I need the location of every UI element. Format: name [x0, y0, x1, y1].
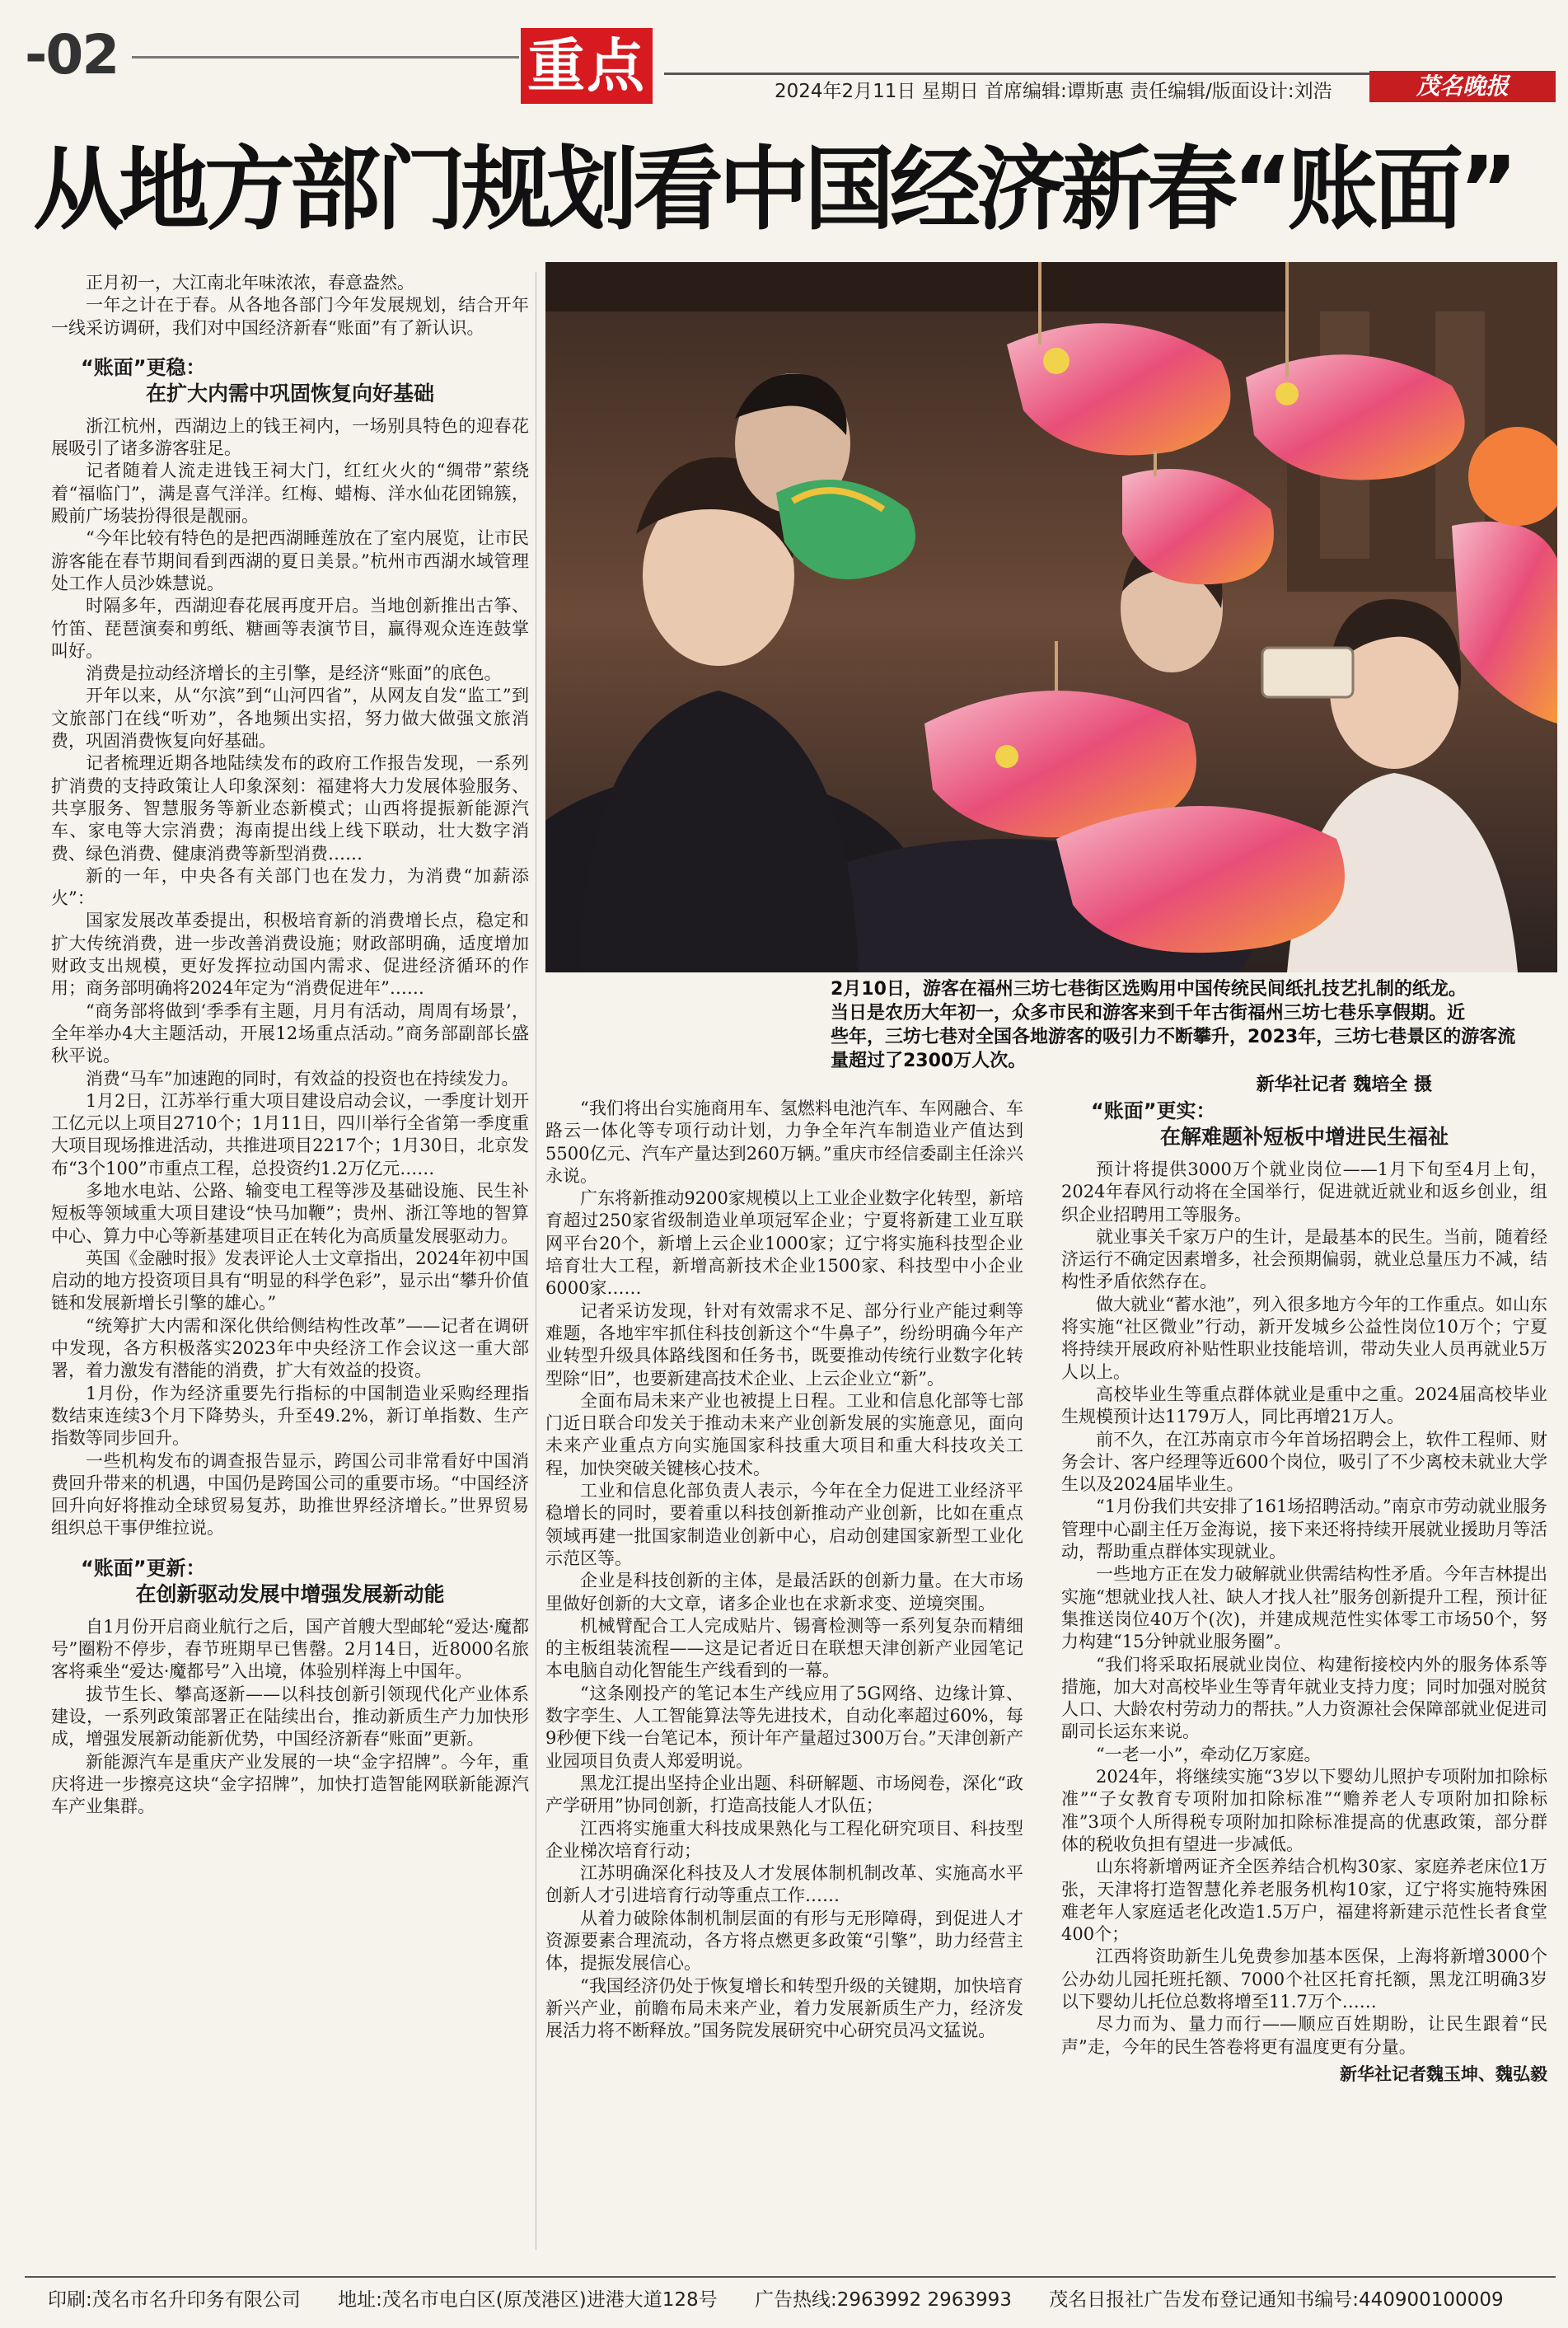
body-paragraph: 记者采访发现，针对有效需求不足、部分行业产能过剩等难题，各地牢牢抓住科技创新这个“牛鼻子”，纷纷明确今年产业转型升级具体路线图和任务书，既要推动传统行业数字化转型除“旧”，也要新建高技术企业、上云企业立“新”。: [545, 1300, 1023, 1389]
body-paragraph: 时隔多年，西湖迎春花展再度开启。当地创新推出古筝、竹笛、琵琶演奏和剪纸、糖画等表演节目，赢得观众连连鼓掌叫好。: [51, 596, 529, 661]
body-paragraph: “我国经济仍处于恢复增长和转型升级的关键期，加快培育新兴产业，前瞻布局未来产业，着力发展新质生产力，经济发展活力将不断释放。”国务院发展研究中心研究员冯文猛说。: [545, 1975, 1023, 2041]
header-info: 2024年2月11日 星期日 首席编辑:谭斯惠 责任编辑/版面设计:刘浩: [775, 81, 1332, 102]
body-paragraph: 消费是拉动经济增长的主引擎，是经济“账面”的底色。: [86, 663, 502, 684]
section-heading-2-title: 在创新驱动发展中增强发展新动能: [135, 1581, 445, 1606]
caption-line: 当日是农历大年初一，众多市民和游客来到千年古街福州三坊七巷乐享假期。近: [831, 1003, 1466, 1023]
body-paragraph: 开年以来，从“尔滨”到“山河四省”，从网友自发“监工”到文旅部门在线“听劝”，各地频出实招，努力做大做强文旅消费，巩固消费恢复向好基础。: [51, 686, 529, 752]
body-paragraph: “今年比较有特色的是把西湖睡莲放在了室内展览，让市民游客能在春节期间看到西湖的夏日美景。”杭州市西湖水域管理处工作人员沙姝慧说。: [51, 528, 529, 593]
section-heading-2: [51, 1555, 529, 1608]
body-paragraph: 高校毕业生等重点群体就业是重中之重。2024届高校毕业生规模预计达1179万人，同比再增21万人。: [1061, 1384, 1547, 1427]
body-paragraph: “统筹扩大内需和深化供给侧结构性改革”——记者在调研中发现，各方积极落实2023年中央经济工作会议这一重大部署，着力激发有潜能的消费，扩大有效益的投资。: [51, 1315, 529, 1381]
caption-line: 些年，三坊七巷对全国各地游客的吸引力不断攀升，2023年，三坊七巷景区的游客流: [831, 1027, 1516, 1047]
body-paragraph: 拔节生长、攀高逐新——以科技创新引领现代化产业体系建设，一系列政策部署正在陆续出台，推动新质生产力加快形成，增强发展新动能新优势，中国经济新春“账面”更新。: [51, 1684, 529, 1750]
body-paragraph: 山东将新增两证齐全医养结合机构30家、家庭养老床位1万张，天津将打造智慧化养老服务机构10家，辽宁将实施特殊困难老年人家庭适老化改造1.5万户，福建将新建示范性长者食堂400个；: [1061, 1857, 1547, 1945]
body-paragraph: 多地水电站、公路、输变电工程等涉及基础设施、民生补短板等领域重大项目建设“快马加鞭”；贵州、浙江等地的智算中心、算力中心等新基建项目正在转化为高质量发展驱动力。: [51, 1180, 529, 1246]
body-paragraph: 做大就业“蓄水池”，列入很多地方今年的工作重点。如山东将实施“社区微业”行动，新开发城乡公益性岗位10万个；宁夏将持续开展政府补贴性职业技能培训，带动失业人员再就业5万人以上。: [1061, 1294, 1547, 1382]
section-heading-3-title: 在解难题补短板中增进民生福祉: [1159, 1125, 1449, 1149]
news-photo: [545, 262, 1557, 972]
body-paragraph: 江苏明确深化科技及人才发展体制机制改革、实施高水平创新人才引进培育行动等重点工作……: [545, 1863, 1023, 1906]
photo-credit: 新华社记者 魏培全 摄: [1256, 1075, 1432, 1095]
body-paragraph: 前不久，在江苏南京市今年首场招聘会上，软件工程师、财务会计、客户经理等近600个岗位，吸引了不少离校未就业大学生以及2024届毕业生。: [1061, 1429, 1547, 1495]
footer-ad-hotline: 广告热线:2963992 2963993: [754, 2289, 1012, 2311]
body-paragraph: 黑龙江提出坚持企业出题、科研解题、市场阅卷，深化“政产学研用”协同创新，打造高技能人才队伍；: [545, 1773, 1023, 1816]
body-paragraph: 记者随着人流走进钱王祠大门，红红火火的“绸带”萦绕着“福临门”，满是喜气洋洋。红梅、蜡梅、洋水仙花团锦簇，殿前广场装扮得很是靓丽。: [51, 461, 529, 527]
section-heading-1: [51, 354, 529, 407]
body-paragraph: 企业是科技创新的主体，是最活跃的创新力量。在大市场里做好创新的大文章，诸多企业也在求新求变、逆境突围。: [545, 1571, 1023, 1614]
body-paragraph: 预计将提供3000万个就业岗位——1月下旬至4月上旬，2024年春风行动将在全国举行，促进就近就业和返乡创业，组织企业招聘用工等服务。: [1061, 1159, 1547, 1225]
newspaper-logo: 茂名晚报: [1369, 71, 1556, 102]
body-paragraph: 工业和信息化部负责人表示，今年在全力促进工业经济平稳增长的同时，要着重以科技创新推动产业创新，比如在重点领域再建一批国家制造业创新中心，启动创建国家新型工业化示范区等。: [545, 1481, 1023, 1568]
footer-license: 茂名日报社广告发布登记通知书编号:440900100009: [1049, 2289, 1504, 2311]
body-paragraph: “我们将采取拓展就业岗位、构建衔接校内外的服务体系等措施，加大对高校毕业生等青年就业支持力度；同时加强对脱贫人口、大龄农村劳动力的帮扶。”人力资源社会保障部就业促进司副司长运东来说。: [1061, 1654, 1547, 1742]
body-paragraph: 机械臂配合工人完成贴片、锡膏检测等一系列复杂而精细的主板组装流程——这是记者近日在联想天津创新产业园笔记本电脑自动化智能生产线看到的一幕。: [545, 1615, 1023, 1681]
article-column-2: [545, 1098, 1023, 2260]
section-heading-1-title: 在扩大内需中巩固恢复向好基础: [145, 381, 434, 405]
intro-paragraph: 正月初一，大江南北年味浓浓，春意盎然。: [86, 273, 414, 293]
article-column-1: [51, 272, 529, 2258]
photo-illustration: [545, 262, 1557, 972]
body-paragraph: “这条刚投产的笔记本生产线应用了5G网络、边缘计算、数字孪生、人工智能算法等先进技术，自动化率超过60%，每9秒便下线一台笔记本，预计年产量超过300万台。”天津创新产业园项目负责人郑爱明说。: [545, 1683, 1023, 1771]
article-column-3: [1061, 1098, 1547, 2260]
body-paragraph: 消费“马车”加速跑的同时，有效益的投资也在持续发力。: [86, 1068, 519, 1089]
body-paragraph: “一老一小”，牵动亿万家庭。: [1096, 1744, 1322, 1764]
section-heading-1-label: “账面”更稳：: [81, 355, 206, 379]
caption-line: 2月10日，游客在福州三坊七巷街区选购用中国传统民间纸扎技艺扎制的纸龙。: [831, 979, 1467, 1000]
body-paragraph: 自1月份开启商业航行之后，国产首艘大型邮轮“爱达·魔都号”圈粉不停步，春节班期早已售罄。2月14日，近8000名旅客将乘坐“爱达·魔都号”入出境，体验别样海上中国年。: [51, 1616, 529, 1682]
body-paragraph: 2024年，将继续实施“3岁以下婴幼儿照护专项附加扣除标准”“子女教育专项附加扣除标准”“赡养老人专项附加扣除标准”3项个人所得税专项附加扣除标准提高的优惠政策，部分群体的税收负担有望进一步减低。: [1061, 1767, 1547, 1854]
intro-paragraph: 一年之计在于春。从各地各部门今年发展规划，结合开年一线采访调研，我们对中国经济新春“账面”有了新认识。: [51, 295, 529, 338]
body-paragraph: 国家发展改革委提出，积极培育新的消费增长点，稳定和扩大传统消费，进一步改善消费设施；财政部明确，适度增加财政支出规模，更好发挥拉动国内需求、促进经济循环的作用；商务部明确将2024年定为“消费促进年”……: [51, 911, 529, 999]
body-paragraph: 英国《金融时报》发表评论人士文章指出，2024年初中国启动的地方投资项目具有“明显的科学色彩”，显示出“攀升价值链和发展新增长引擎的雄心。”: [51, 1248, 529, 1314]
section-heading-3-label: “账面”更实：: [1091, 1099, 1216, 1122]
body-paragraph: 就业事关千家万户的生计，是最基本的民生。当前，随着经济运行不确定因素增多，社会预期偏弱，就业总量压力不减，结构性矛盾依然存在。: [1061, 1226, 1547, 1292]
body-paragraph: 新的一年，中央各有关部门也在发力，为消费“加薪添火”：: [51, 865, 529, 909]
page-number: -02: [25, 23, 119, 87]
footer: [48, 2284, 1556, 2312]
article-byline: 新华社记者魏玉坤、魏弘毅: [1340, 2063, 1547, 2084]
footer-printer: 印刷:茂名市名升印务有限公司: [48, 2289, 301, 2311]
body-paragraph: 从着力破除体制机制层面的有形与无形障碍，到促进人才资源要素合理流动，各方将点燃更多政策“引擎”，助力经营主体，提振发展信心。: [545, 1908, 1023, 1974]
body-paragraph: 记者梳理近期各地陆续发布的政府工作报告发现，一系列扩消费的支持政策让人印象深刻：福建将大力发展体验服务、共享服务、智慧服务等新业态新模式；山西将提振新能源汽车、家电等大宗消费；海南提出线上线下联动，壮大数字消费、绿色消费、健康消费等新型消费……: [51, 753, 529, 864]
body-paragraph: 广东将新推动9200家规模以上工业企业数字化转型，新培育超过250家省级制造业单项冠军企业；宁夏将新建工业互联网平台20个，新增上云企业1000家；辽宁将实施科技型企业培育壮大工程，新增高新技术企业1500家、科技型中小企业6000家……: [545, 1188, 1023, 1299]
body-paragraph: 全面布局未来产业也被提上日程。工业和信息化部等七部门近日联合印发关于推动未来产业创新发展的实施意见，面向未来产业重点方向实施国家科技重大项目和重大科技攻关工程，加快突破关键核心技术。: [545, 1390, 1023, 1478]
section-heading-3: [1061, 1098, 1547, 1150]
photo-caption: [831, 977, 1547, 1097]
body-paragraph: 一些地方正在发力破解就业供需结构性矛盾。今年吉林提出实施“想就业找人社、缺人才找人社”服务创新提升工程，预计征集推送岗位40万个(次)，并建成规范性实体零工市场50个，努力构建“15分钟就业服务圈”。: [1061, 1564, 1547, 1652]
body-paragraph: 1月2日，江苏举行重大项目建设启动会议，一季度计划开工亿元以上项目2710个；1月11日，四川举行全省第一季度重大项目现场推进活动，共推进项目2217个；1月30日，北京发布“3个100”市重点工程，总投资约1.2万亿元……: [51, 1090, 529, 1178]
body-paragraph: 江西将实施重大科技成果熟化与工程化研究项目、科技型企业梯次培育行动；: [545, 1818, 1023, 1861]
section-heading-2-label: “账面”更新：: [81, 1556, 206, 1580]
body-paragraph: “我们将出台实施商用车、氢燃料电池汽车、车网融合、车路云一体化等专项行动计划，力争全年汽车制造业产值达到5500亿元、汽车产量达到260万辆。”重庆市经信委副主任涂兴永说。: [545, 1098, 1023, 1186]
page-number-rule: [132, 56, 519, 59]
headline: 从地方部门规划看中国经济新春“账面”: [33, 137, 1514, 242]
body-paragraph: “1月份我们共安排了161场招聘活动。”南京市劳动就业服务管理中心副主任万金海说，接下来还将持续开展就业援助月等活动，帮助重点群体实现就业。: [1061, 1497, 1547, 1562]
body-paragraph: 1月份，作为经济重要先行指标的中国制造业采购经理指数结束连续3个月下降势头，升至49.2%，新订单指数、生产指数等同步回升。: [51, 1383, 529, 1449]
body-paragraph: “商务部将做到‘季季有主题，月月有活动，周周有场景’，全年举办4大主题活动，开展12场重点活动。”商务部副部长盛秋平说。: [51, 1000, 529, 1066]
body-paragraph: 新能源汽车是重庆产业发展的一块“金字招牌”。今年，重庆将进一步擦亮这块“金字招牌”，加快打造智能网联新能源汽车产业集群。: [51, 1751, 529, 1817]
caption-line: 量超过了2300万人次。: [831, 1051, 1027, 1071]
footer-address: 地址:茂名市电白区(原茂港区)进港大道128号: [338, 2289, 718, 2311]
body-paragraph: 一些机构发布的调查报告显示，跨国公司非常看好中国消费回升带来的机遇，中国仍是跨国公司的重要市场。“中国经济回升向好将推动全球贸易复苏，助推世界经济增长。”世界贸易组织总干事伊维拉说。: [51, 1450, 529, 1539]
section-tag: 重点: [521, 28, 653, 104]
footer-rule: [25, 2276, 1556, 2278]
body-paragraph: 浙江杭州，西湖边上的钱王祠内，一场别具特色的迎春花展吸引了诸多游客驻足。: [51, 415, 529, 459]
body-paragraph: 江西将资助新生儿免费参加基本医保，上海将新增3000个公办幼儿园托班托额、7000个社区托育托额，黑龙江明确3岁以下婴幼儿托位总数将增至11.7万个……: [1061, 1946, 1547, 2012]
body-paragraph: 尽力而为、量力而行——顺应百姓期盼，让民生跟着“民声”走，今年的民生答卷将更有温度更有分量。: [1061, 2014, 1547, 2057]
